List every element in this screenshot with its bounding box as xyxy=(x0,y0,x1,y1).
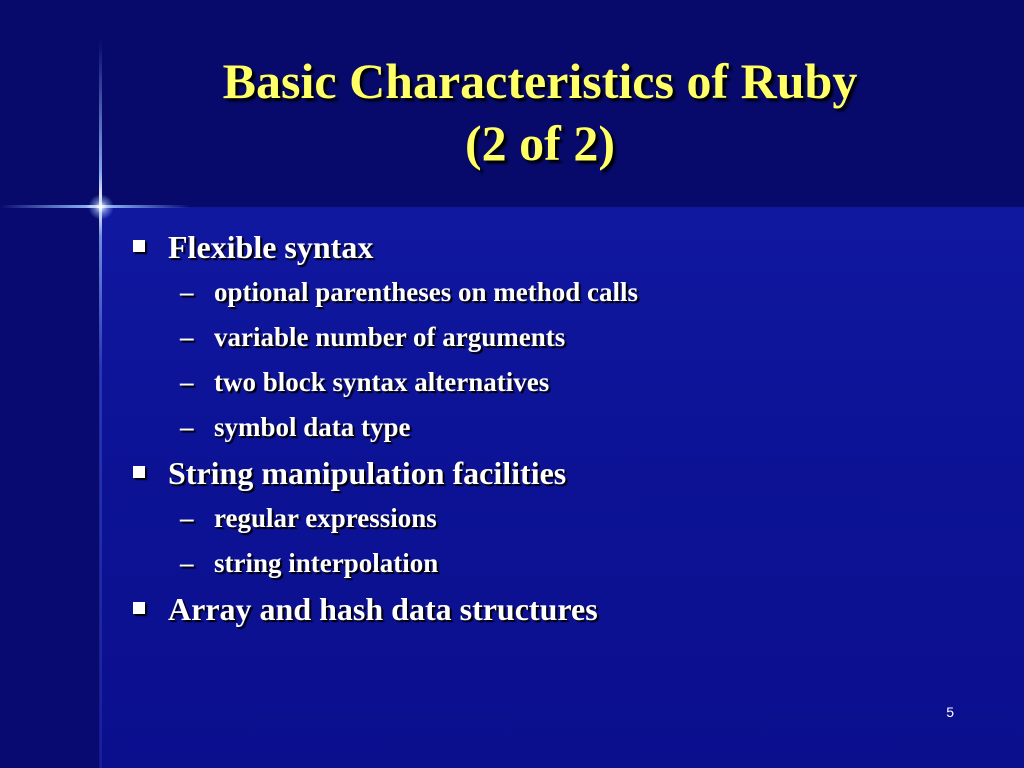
square-bullet-icon xyxy=(133,466,145,478)
bullet-item xyxy=(130,224,990,270)
sub-bullet-item xyxy=(130,360,990,405)
dash-icon: – xyxy=(180,322,194,352)
sub-bullet-item xyxy=(130,405,990,450)
sub-bullet-item xyxy=(130,270,990,315)
sub-bullet-item xyxy=(130,315,990,360)
dash-icon: – xyxy=(180,367,194,397)
sub-bullet-item xyxy=(130,541,990,586)
sparkle-star-icon xyxy=(88,194,114,220)
title-line-2: (2 of 2) xyxy=(465,115,615,171)
sub-bullet-text: string interpolation xyxy=(214,548,439,578)
sub-bullet-text: two block syntax alternatives xyxy=(214,367,550,397)
bullet-text: Flexible syntax xyxy=(168,229,374,265)
dash-icon: – xyxy=(180,503,194,533)
title-line-1: Basic Characteristics of Ruby xyxy=(222,53,858,109)
bullet-text: String manipulation facilities xyxy=(168,455,567,491)
sub-bullet-text: optional parentheses on method calls xyxy=(214,277,639,307)
bullet-text: Array and hash data structures xyxy=(168,591,598,627)
page-number: 5 xyxy=(946,704,954,720)
dash-icon: – xyxy=(180,548,194,578)
dash-icon: – xyxy=(180,277,194,307)
square-bullet-icon xyxy=(133,240,145,252)
left-band xyxy=(0,207,100,768)
bullet-list xyxy=(130,224,990,632)
bullet-item xyxy=(130,586,990,632)
sub-bullet-text: variable number of arguments xyxy=(214,322,566,352)
bullet-item xyxy=(130,450,990,496)
sub-bullet-item xyxy=(130,496,990,541)
sub-bullet-text: regular expressions xyxy=(214,503,437,533)
square-bullet-icon xyxy=(133,602,145,614)
sub-bullet-text: symbol data type xyxy=(214,412,411,442)
slide-title xyxy=(100,50,980,174)
dash-icon: – xyxy=(180,412,194,442)
